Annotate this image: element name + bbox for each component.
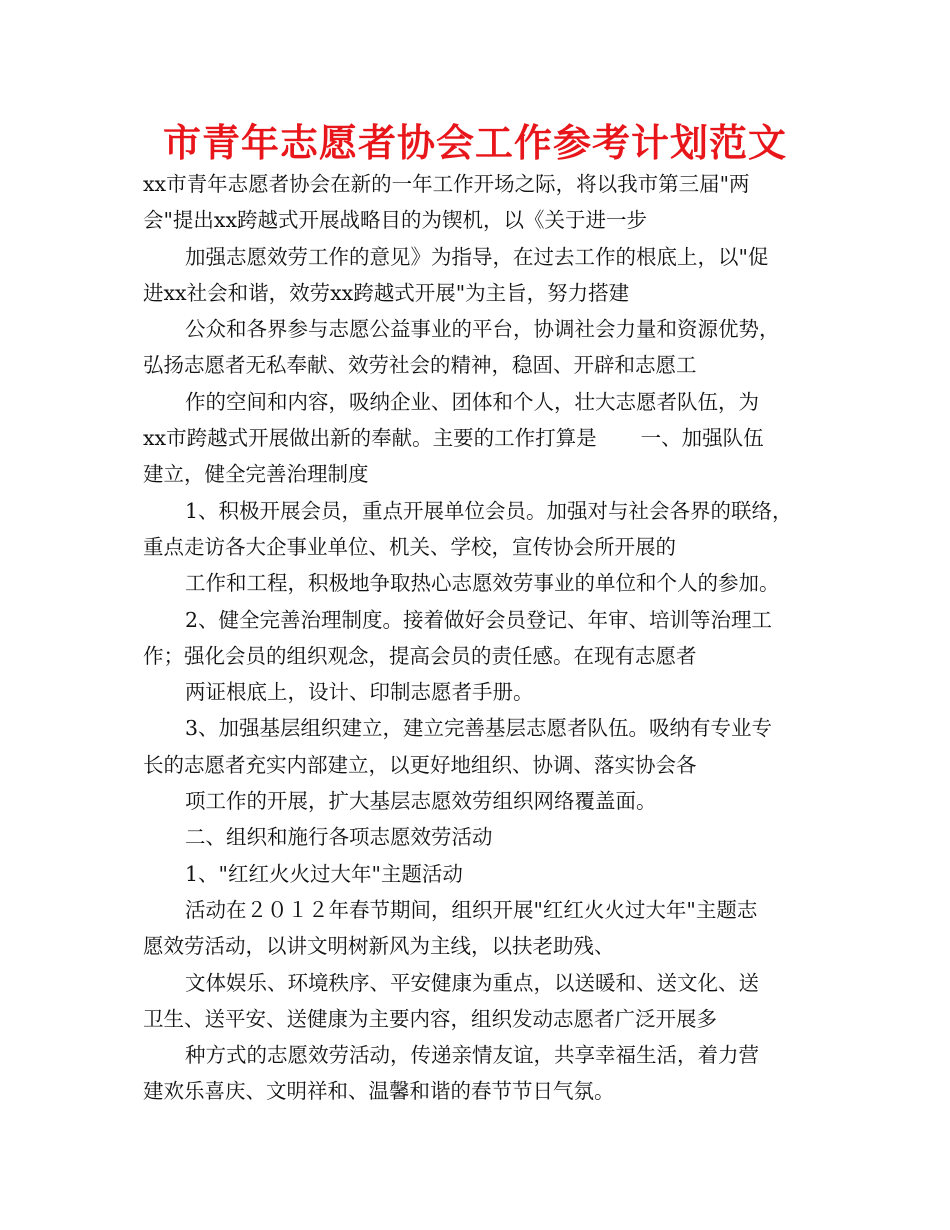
paragraph-line: 长的志愿者充实内部建立，以更好地组织、协调、落实协会各 [143, 752, 697, 777]
paragraph-line: xx市青年志愿者协会在新的一年工作开场之际，将以我市第三届"两 [143, 172, 750, 196]
document-title: 市青年志愿者协会工作参考计划范文 [162, 121, 787, 165]
paragraph-line: 建欢乐喜庆、文明祥和、温馨和谐的春节节日气氛。 [143, 1079, 615, 1104]
paragraph-line: 弘扬志愿者无私奉献、效劳社会的精神，稳固、开辟和志愿工 [143, 353, 697, 378]
section-heading: 二、组织和施行各项志愿效劳活动 [185, 825, 493, 850]
paragraph-line: 重点走访各大企事业单位、机关、学校，宣传协会所开展的 [143, 534, 676, 559]
paragraph-line: 公众和各界参与志愿公益事业的平台，协调社会力量和资源优势， [185, 317, 780, 342]
paragraph-line [143, 420, 833, 456]
document-body [143, 166, 833, 1110]
section-heading-inline: 一、加强队伍 [640, 426, 764, 451]
paragraph-line: 两证根底上，设计、印制志愿者手册。 [185, 680, 534, 705]
paragraph-line: 3、加强基层组织建立，建立完善基层志愿者队伍。吸纳有专业专 [185, 716, 773, 741]
paragraph-line: 进xx社会和谐，效劳xx跨越式开展"为主旨，努力搭建 [143, 280, 630, 305]
paragraph-line: 卫生、送平安、送健康为主要内容，组织发动志愿者广泛开展多 [143, 1006, 717, 1031]
paragraph-line: 作的空间和内容，吸纳企业、团体和个人，壮大志愿者队伍，为 [185, 389, 759, 414]
paragraph-line: 活动在２０１２年春节期间，组织开展"红红火火过大年"主题志 [185, 897, 758, 922]
paragraph-line: 1、积极开展会员，重点开展单位会员。加强对与社会各界的联络， [185, 498, 793, 523]
paragraph-line: 会"提出xx跨越式开展战略目的为锲机，以《关于进一步 [143, 208, 648, 233]
paragraph-line: 建立，健全完善治理制度 [143, 462, 369, 487]
paragraph-line-text: xx市跨越式开展做出新的奉献。主要的工作打算是 [143, 426, 597, 451]
paragraph-line: 种方式的志愿效劳活动，传递亲情友谊，共享幸福生活，着力营 [185, 1043, 759, 1068]
paragraph-line: 2、健全完善治理制度。接着做好会员登记、年审、培训等治理工 [185, 607, 773, 632]
paragraph-line: 文体娱乐、环境秩序、平安健康为重点，以送暖和、送文化、送 [185, 970, 759, 995]
paragraph-line: 作；强化会员的组织观念，提高会员的责任感。在现有志愿者 [143, 643, 697, 668]
paragraph-line: 愿效劳活动，以讲文明树新风为主线，以扶老助残、 [143, 934, 615, 959]
paragraph-line: 工作和工程，积极地争取热心志愿效劳事业的单位和个人的参加。 [185, 571, 780, 596]
subsection-heading: 1、"红红火火过大年"主题活动 [185, 861, 463, 886]
paragraph-line: 项工作的开展，扩大基层志愿效劳组织网络覆盖面。 [185, 789, 657, 814]
paragraph-line: 加强志愿效劳工作的意见》为指导，在过去工作的根底上，以"促 [185, 244, 769, 269]
